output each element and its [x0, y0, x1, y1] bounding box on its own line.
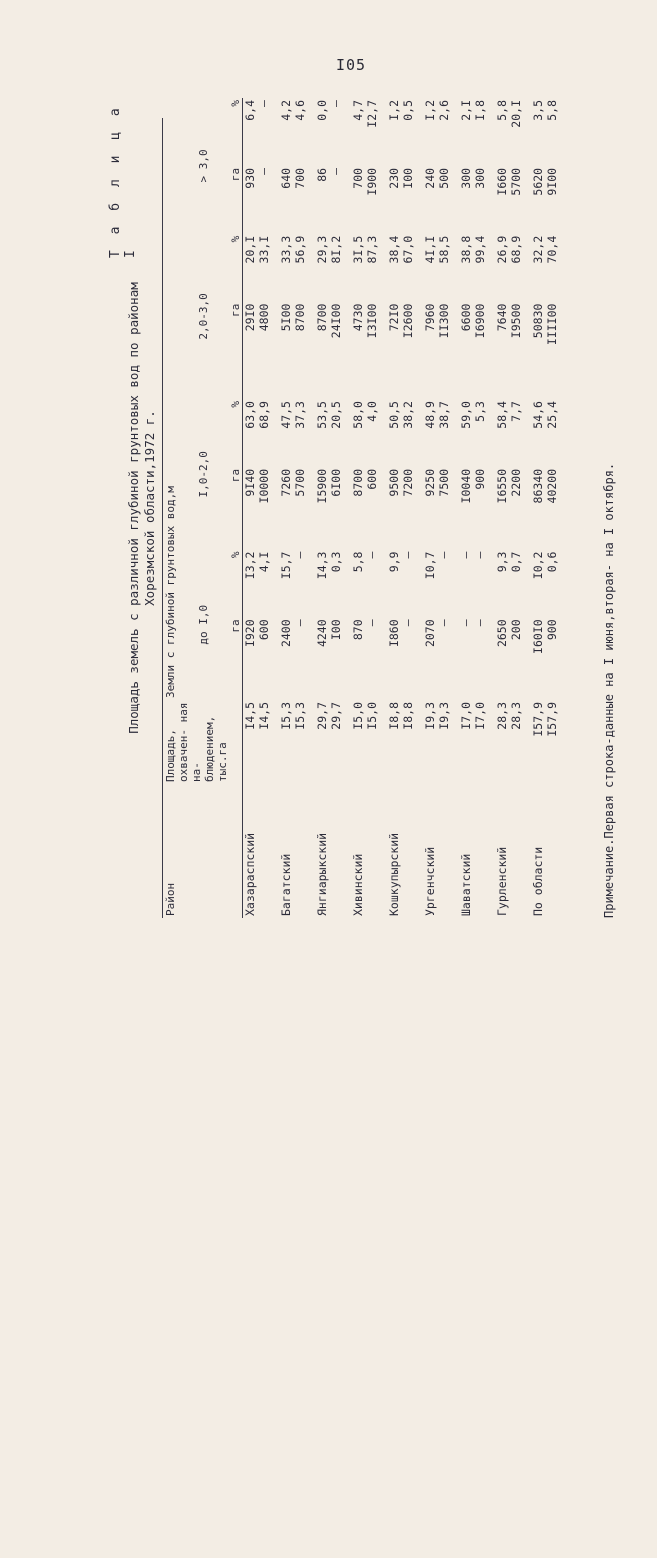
- cell-p1: 4,I: [257, 551, 271, 573]
- cell-area: I7,0: [473, 702, 487, 730]
- cell-c1: 4240: [315, 619, 329, 648]
- cell-c3: I9500: [509, 303, 523, 339]
- cell-p2: 25,4: [545, 401, 559, 429]
- cell-c4: 700: [351, 167, 365, 189]
- cell-p2: 38,2: [401, 401, 415, 429]
- cell-c1: 2400: [279, 619, 293, 648]
- cell-c3: 6600: [459, 303, 473, 332]
- header-group: Земли с глубиной грунтовых вод,м: [164, 486, 177, 698]
- cell-c2: 9250: [423, 468, 437, 497]
- cell-p2: 38,7: [437, 401, 451, 429]
- cell-c3: 7640: [495, 303, 509, 332]
- cell-c4: –: [257, 167, 271, 175]
- cell-c2: 6I00: [329, 468, 343, 497]
- table-row: [509, 98, 523, 918]
- row-gap: [523, 98, 531, 918]
- cell-p1: –: [401, 551, 415, 559]
- cell-c2: 900: [473, 468, 487, 490]
- cell-area: I8,8: [401, 702, 415, 730]
- cell-p3: 70,4: [545, 235, 559, 264]
- cell-p2: 7,7: [509, 401, 523, 422]
- cell-c2: 40200: [545, 468, 559, 504]
- header-pct: %: [229, 235, 242, 243]
- cell-p1: I4,3: [315, 551, 329, 580]
- header-range-3: 2,0-3,0: [196, 293, 210, 340]
- cell-c2: 86340: [531, 468, 545, 504]
- cell-area: 29,7: [329, 702, 343, 730]
- row-gap: [379, 98, 387, 918]
- cell-p1: I5,7: [279, 551, 293, 580]
- row-gap: [343, 98, 351, 918]
- cell-p1: 5,8: [351, 551, 365, 573]
- cell-c1: –: [437, 619, 451, 627]
- cell-p4: 2,6: [437, 100, 451, 121]
- cell-p2: 4,0: [365, 401, 379, 422]
- cell-c1: –: [473, 619, 487, 627]
- cell-p4: 0,0: [315, 100, 329, 121]
- cell-area: I4,5: [257, 702, 271, 730]
- cell-p3: 29,3: [315, 235, 329, 264]
- header-ga: га: [229, 303, 242, 317]
- cell-p3: 56,9: [293, 235, 307, 264]
- cell-c3: I6900: [473, 303, 487, 339]
- cell-p3: 3I,5: [351, 235, 365, 264]
- cell-c2: I0000: [257, 468, 271, 504]
- page-number: I05: [336, 56, 367, 74]
- region-name: По области: [531, 846, 545, 916]
- header-ga: га: [229, 619, 242, 633]
- cell-c4: 500: [437, 167, 451, 189]
- cell-p1: I0,7: [423, 551, 437, 580]
- cell-c2: 9I40: [243, 468, 257, 497]
- cell-p3: 20,I: [243, 235, 257, 264]
- table-row: [531, 98, 545, 918]
- table-title: [126, 228, 158, 788]
- title-line-1: Площадь земель с различной глубиной грунтовых вод по районам: [126, 282, 141, 734]
- cell-c1: 2070: [423, 619, 437, 648]
- cell-p2: 5,3: [473, 401, 487, 422]
- region-spacer: [293, 784, 307, 918]
- cell-p2: 63,0: [243, 401, 257, 429]
- region-spacer: [437, 784, 451, 918]
- cell-c3: II300: [437, 303, 451, 339]
- table-row: [293, 98, 307, 918]
- cell-p2: 58,4: [495, 401, 509, 429]
- cell-c3: 5I00: [279, 303, 293, 332]
- cell-p1: –: [473, 551, 487, 559]
- cell-p4: –: [329, 100, 343, 107]
- header-range-4: > 3,0: [196, 149, 210, 183]
- cell-p4: 4,7: [351, 100, 365, 121]
- cell-p2: 58,0: [351, 401, 365, 429]
- cell-p2: 50,5: [387, 401, 401, 429]
- cell-p2: 68,9: [257, 401, 271, 429]
- region-name: Янгиарыкский: [315, 832, 329, 916]
- region-name: Кошкупырский: [387, 832, 401, 916]
- cell-c1: I920: [243, 619, 257, 648]
- region-name: Багатский: [279, 853, 293, 916]
- cell-c4: I900: [365, 167, 379, 196]
- region-spacer: [257, 784, 271, 918]
- cell-c1: –: [365, 619, 379, 627]
- region-spacer: [365, 784, 379, 918]
- cell-c3: 7960: [423, 303, 437, 332]
- cell-p1: I0,2: [531, 551, 545, 580]
- cell-p4: I,2: [387, 100, 401, 121]
- cell-p3: 68,9: [509, 235, 523, 264]
- cell-c1: 600: [257, 619, 271, 641]
- table-row: [459, 98, 473, 918]
- title-line-2: Хорезмской области,1972 г.: [142, 410, 157, 606]
- cell-c4: 86: [315, 167, 329, 182]
- cell-area: I5,3: [293, 702, 307, 730]
- cell-p4: 20,I: [509, 100, 523, 128]
- cell-p3: 67,0: [401, 235, 415, 264]
- cell-p1: 9,9: [387, 551, 401, 573]
- cell-c4: 5700: [509, 167, 523, 196]
- table-row: [329, 98, 343, 918]
- cell-p1: 0,3: [329, 551, 343, 573]
- cell-area: I9,3: [423, 702, 437, 730]
- table-row: [243, 98, 258, 918]
- cell-area: I5,3: [279, 702, 293, 730]
- data-table: [164, 98, 559, 918]
- row-gap: [487, 98, 495, 918]
- rotated-table-area: [108, 100, 628, 1558]
- cell-p2: 53,5: [315, 401, 329, 429]
- cell-p3: 38,8: [459, 235, 473, 264]
- cell-c2: 7500: [437, 468, 451, 497]
- cell-c4: 930: [243, 167, 257, 189]
- cell-p4: –: [257, 100, 271, 107]
- header-ga: га: [229, 468, 242, 483]
- cell-area: 28,3: [495, 702, 509, 730]
- cell-p4: 4,2: [279, 100, 293, 121]
- cell-area: I5,0: [351, 702, 365, 730]
- region-spacer: [509, 784, 523, 918]
- cell-p3: 38,4: [387, 235, 401, 264]
- cell-p4: 0,5: [401, 100, 415, 121]
- table-row: [351, 98, 365, 918]
- cell-p3: 58,5: [437, 235, 451, 264]
- cell-c4: I660: [495, 167, 509, 196]
- cell-area: I8,8: [387, 702, 401, 730]
- cell-c2: 5700: [293, 468, 307, 497]
- cell-area: 29,7: [315, 702, 329, 730]
- cell-c1: I60I0: [531, 619, 545, 654]
- cell-c3: 8700: [315, 303, 329, 332]
- region-spacer: [401, 784, 415, 918]
- cell-area: I9,3: [437, 702, 451, 730]
- cell-c4: 300: [459, 167, 473, 189]
- cell-p1: –: [459, 551, 473, 559]
- cell-c2: 9500: [387, 468, 401, 497]
- cell-c3: 29I0: [243, 303, 257, 332]
- cell-c1: 870: [351, 619, 365, 641]
- cell-p2: 20,5: [329, 401, 343, 429]
- table-row: [437, 98, 451, 918]
- header-range-1: до I,0: [196, 604, 210, 645]
- cell-c1: –: [293, 619, 307, 627]
- cell-p3: 4I,I: [423, 235, 437, 264]
- table-label: Т а б л и ц а I: [108, 104, 138, 258]
- cell-p2: 47,5: [279, 401, 293, 429]
- table-row: [365, 98, 379, 918]
- table-row: [315, 98, 329, 918]
- row-gap: [271, 98, 279, 918]
- cell-p2: 48,9: [423, 401, 437, 429]
- table-row: [545, 98, 559, 918]
- cell-c3: 50830: [531, 303, 545, 339]
- cell-c3: 24I00: [329, 303, 343, 339]
- cell-c3: 72I0: [387, 303, 401, 332]
- cell-p3: 32,2: [531, 235, 545, 264]
- cell-p1: 0,7: [509, 551, 523, 573]
- header-ga: га: [229, 167, 242, 182]
- cell-c1: 200: [509, 619, 523, 641]
- cell-p1: –: [365, 551, 379, 559]
- cell-p1: 0,6: [545, 551, 559, 573]
- cell-c4: 300: [473, 167, 487, 189]
- cell-c3: IIII00: [545, 303, 559, 346]
- cell-p1: I3,2: [243, 551, 257, 580]
- cell-p4: 5,8: [545, 100, 559, 121]
- table-body: [243, 98, 560, 918]
- table-row: [423, 98, 437, 918]
- header-pct: %: [229, 401, 242, 408]
- cell-p4: I,8: [473, 100, 487, 121]
- cell-area: I57,9: [545, 702, 559, 737]
- cell-c3: 8700: [293, 303, 307, 332]
- region-spacer: [329, 784, 343, 918]
- header-area: Площадь, охвачен- ная на- блюдением, тыс.га: [164, 702, 229, 782]
- table-row: [401, 98, 415, 918]
- cell-c1: I00: [329, 619, 343, 641]
- region-name: Шаватский: [459, 853, 473, 916]
- cell-c1: –: [459, 619, 473, 627]
- region-spacer: [473, 784, 487, 918]
- header-range-2: I,0-2,0: [196, 451, 210, 498]
- cell-c2: I5900: [315, 468, 329, 504]
- cell-c3: I2600: [401, 303, 415, 339]
- cell-c1: –: [401, 619, 415, 627]
- cell-area: I7,0: [459, 702, 473, 730]
- table-row: [257, 98, 271, 918]
- region-name: Гурленский: [495, 846, 509, 916]
- cell-c4: 5620: [531, 167, 545, 196]
- cell-p2: 37,3: [293, 401, 307, 429]
- cell-c3: 4800: [257, 303, 271, 332]
- cell-c4: 700: [293, 167, 307, 189]
- cell-p3: 87,3: [365, 235, 379, 264]
- cell-p4: 4,6: [293, 100, 307, 121]
- cell-area: I5,0: [365, 702, 379, 730]
- cell-p3: 33,I: [257, 235, 271, 264]
- cell-c2: 8700: [351, 468, 365, 497]
- header-region: Район: [164, 882, 177, 916]
- cell-c4: I00: [401, 167, 415, 189]
- cell-p4: I2,7: [365, 100, 379, 128]
- cell-c4: –: [329, 167, 343, 175]
- table-row: [387, 98, 401, 918]
- table-row: [495, 98, 509, 918]
- cell-p4: 6,4: [243, 100, 257, 121]
- cell-c1: 2650: [495, 619, 509, 648]
- header-pct: %: [229, 100, 242, 107]
- cell-p3: 99,4: [473, 235, 487, 264]
- cell-c2: I0040: [459, 468, 473, 504]
- cell-c2: 600: [365, 468, 379, 490]
- cell-area: I4,5: [243, 702, 257, 730]
- cell-p1: –: [293, 551, 307, 559]
- cell-p4: 5,8: [495, 100, 509, 121]
- row-gap: [451, 98, 459, 918]
- region-spacer: [545, 784, 559, 918]
- cell-c4: 230: [387, 167, 401, 189]
- cell-c2: 2200: [509, 468, 523, 497]
- region-name: Ургенчский: [423, 846, 437, 916]
- row-gap: [415, 98, 423, 918]
- cell-p3: 26,9: [495, 235, 509, 264]
- table-note: Примечание.Первая строка-данные на I июня,вторая- на I октября.: [602, 462, 616, 918]
- table-row: [279, 98, 293, 918]
- row-gap: [307, 98, 315, 918]
- cell-area: 28,3: [509, 702, 523, 730]
- region-name: Хивинский: [351, 853, 365, 916]
- cell-p4: 3,5: [531, 100, 545, 121]
- cell-c4: 9I00: [545, 167, 559, 196]
- header-pct: %: [229, 551, 242, 559]
- cell-area: I57,9: [531, 702, 545, 737]
- landscape-content: [108, 98, 628, 918]
- top-rule: [162, 118, 163, 918]
- cell-p2: 54,6: [531, 401, 545, 429]
- cell-c3: I3I00: [365, 303, 379, 339]
- cell-p4: I,2: [423, 100, 437, 121]
- cell-p1: 9,3: [495, 551, 509, 573]
- cell-p1: –: [437, 551, 451, 559]
- cell-c4: 240: [423, 167, 437, 189]
- region-name: Хазараспский: [243, 832, 257, 916]
- cell-c4: 640: [279, 167, 293, 189]
- cell-c3: 4730: [351, 303, 365, 332]
- cell-c2: I6550: [495, 468, 509, 504]
- cell-c1: 900: [545, 619, 559, 641]
- table-row: [473, 98, 487, 918]
- cell-p3: 33,3: [279, 235, 293, 264]
- cell-p3: 8I,2: [329, 235, 343, 264]
- cell-p4: 2,I: [459, 100, 473, 121]
- cell-p2: 59,0: [459, 401, 473, 429]
- cell-c1: I860: [387, 619, 401, 648]
- cell-c2: 7200: [401, 468, 415, 497]
- cell-c2: 7260: [279, 468, 293, 497]
